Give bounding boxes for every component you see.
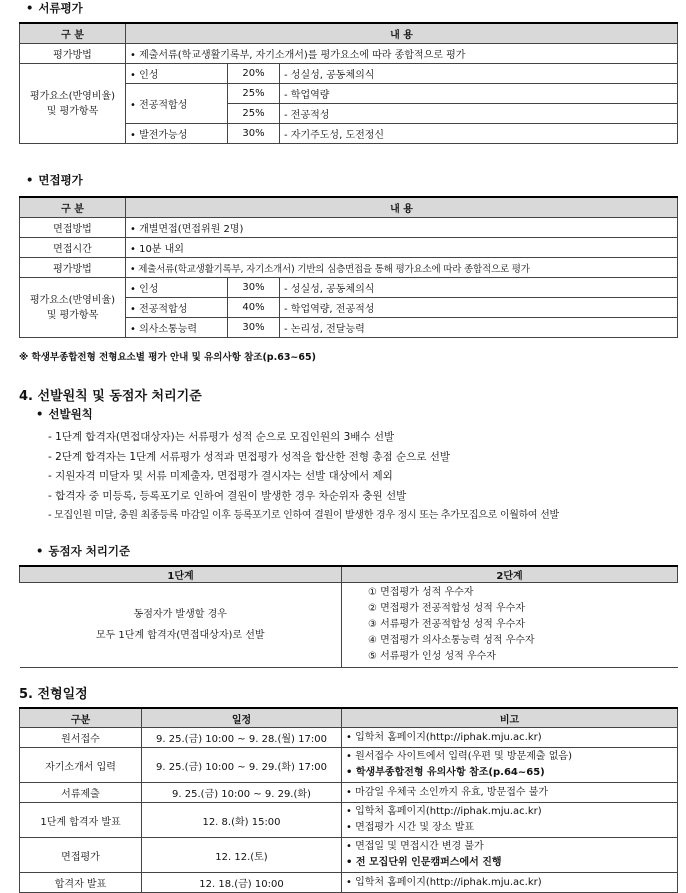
row-label: 평가방법 <box>20 258 126 278</box>
tie-criteria: ④ 면접평가 의사소통능력 성적 우수자 <box>368 635 535 646</box>
tie-criteria: ① 면접평가 성적 우수자 <box>368 587 474 598</box>
schedule-notes <box>342 783 678 803</box>
factor-items: - 학업역량 <box>280 84 678 104</box>
principle-item: - 1단계 합격자(면접대상자)는 서류평가 성적 순으로 모집인원의 3배수 선발 <box>48 431 395 443</box>
schedule-date: 12. 8.(화) 15:00 <box>142 803 342 838</box>
row-text: • 개별면접(면접위원 2명) <box>126 218 678 238</box>
factor-ratio: 30% <box>228 318 280 338</box>
schedule-header-notes: 비고 <box>342 708 678 728</box>
schedule-name: 합격자 발표 <box>20 873 142 893</box>
principle-heading: • 선발원칙 <box>36 407 93 421</box>
tie-criteria: ③ 서류평가 전공적합성 성적 우수자 <box>368 619 525 630</box>
schedule-header-date: 일정 <box>142 708 342 728</box>
factor-element: • 인성 <box>126 64 228 84</box>
factor-element: • 전공적합성 <box>126 84 228 124</box>
section4-title: 4. 선발원칙 및 동점자 처리기준 <box>19 389 202 404</box>
schedule-row <box>20 873 678 893</box>
schedule-date: 9. 25.(금) 10:00 ~ 9. 29.(화) <box>142 783 342 803</box>
schedule-name: 자기소개서 입력 <box>20 748 142 783</box>
schedule-notes <box>342 803 678 838</box>
schedule-date: 12. 12.(토) <box>142 838 342 873</box>
schedule-notes <box>342 728 678 748</box>
schedule-note: • 원서접수 사이트에서 입력(우편 및 방문제출 없음) <box>346 749 673 765</box>
factor-element: • 인성 <box>126 278 228 298</box>
schedule-header-category: 구분 <box>20 708 142 728</box>
schedule-date: 12. 18.(금) 10:00 <box>142 873 342 893</box>
principle-item: - 합격자 중 미등록, 등록포기로 인하여 결원이 발생한 경우 차순위자 충원 선발 <box>48 489 407 502</box>
schedule-date: 9. 25.(금) 10:00 ~ 9. 29.(화) 17:00 <box>142 748 342 783</box>
tie-header-stage2: 2단계 <box>342 566 678 583</box>
factor-ratio: 25% <box>228 84 280 104</box>
principle-item: - 모집인원 미달, 충원 최종등록 마감일 이후 등록포기로 인하여 결원이 발생한 경우 정시 또는 추가모집으로 이월하여 선발 <box>48 510 559 521</box>
principle-item: - 2단계 합격자는 1단계 서류평가 성적과 면접평가 성적을 합산한 전형 총점 순으로 선발 <box>48 450 451 463</box>
col-header-category: 구 분 <box>20 197 126 218</box>
row-text: • 제출서류(학교생활기록부, 자기소개서) 기반의 심층면접을 통해 평가요소에 따라 종합적으로 평가 <box>126 258 678 278</box>
factor-element: • 전공적합성 <box>126 298 228 318</box>
factor-ratio: 30% <box>228 278 280 298</box>
schedule-table <box>19 707 678 893</box>
schedule-note: • 마감일 우체국 소인까지 유효, 방문접수 불가 <box>346 785 673 801</box>
schedule-note: • 학생부종합전형 유의사항 참조(p.64~65) <box>346 765 673 781</box>
doc-eval-table <box>19 22 678 144</box>
schedule-name: 서류제출 <box>20 783 142 803</box>
factors-label: 평가요소(반영비율) 및 평가항목 <box>20 278 126 338</box>
schedule-row <box>20 803 678 838</box>
factor-ratio: 30% <box>228 124 280 144</box>
doc-eval-heading: • 서류평가 <box>26 1 83 15</box>
principle-item: - 지원자격 미달자 및 서류 미제출자, 면접평가 결시자는 선발 대상에서 제외 <box>48 470 393 482</box>
schedule-note: • 면접일 및 면접시간 변경 불가 <box>346 839 673 855</box>
method-text: • 제출서류(학교생활기록부, 자기소개서)를 평가요소에 따라 종합적으로 평가 <box>126 44 678 64</box>
schedule-note: • 전 모집단위 인문캠퍼스에서 진행 <box>346 855 673 871</box>
schedule-note: • 입학처 홈페이지(http://iphak.mju.ac.kr) <box>346 804 673 820</box>
factor-items: - 학업역량, 전공적성 <box>280 298 678 318</box>
factor-element: • 의사소통능력 <box>126 318 228 338</box>
interview-eval-heading: • 면접평가 <box>26 173 83 187</box>
row-text: • 10분 내외 <box>126 238 678 258</box>
schedule-row <box>20 728 678 748</box>
schedule-name: 1단계 합격자 발표 <box>20 803 142 838</box>
tie-stage1-text: 동점자가 발생할 경우 모두 1단계 합격자(면접대상자)로 선발 <box>20 583 342 668</box>
schedule-row <box>20 838 678 873</box>
schedule-name: 면접평가 <box>20 838 142 873</box>
schedule-date: 9. 25.(금) 10:00 ~ 9. 28.(월) 17:00 <box>142 728 342 748</box>
schedule-note: • 입학처 홈페이지(http://iphak.mju.ac.kr) <box>346 875 673 891</box>
factor-ratio: 25% <box>228 104 280 124</box>
row-label: 면접방법 <box>20 218 126 238</box>
col-header-content: 내 용 <box>126 197 678 218</box>
schedule-name: 원서접수 <box>20 728 142 748</box>
schedule-row <box>20 748 678 783</box>
schedule-note: • 면접평가 시간 및 장소 발표 <box>346 820 673 836</box>
schedule-note: • 입학처 홈페이지(http://iphak.mju.ac.kr) <box>346 730 673 746</box>
factor-items: - 전공적성 <box>280 104 678 124</box>
tie-header-stage1: 1단계 <box>20 566 342 583</box>
factor-ratio: 40% <box>228 298 280 318</box>
tie-heading: • 동점자 처리기준 <box>36 544 131 558</box>
tie-criteria: ⑤ 서류평가 인성 성적 우수자 <box>368 651 496 662</box>
tie-criteria: ② 면접평가 전공적합성 성적 우수자 <box>368 603 525 614</box>
col-header-category: 구 분 <box>20 23 126 44</box>
factor-items: - 논리성, 전달능력 <box>280 318 678 338</box>
schedule-row <box>20 783 678 803</box>
tie-stage2-list <box>342 583 678 668</box>
factor-items: - 자기주도성, 도전정신 <box>280 124 678 144</box>
factor-items: - 성실성, 공동체의식 <box>280 278 678 298</box>
factor-element: • 발전가능성 <box>126 124 228 144</box>
col-header-content: 내 용 <box>126 23 678 44</box>
row-label: 면접시간 <box>20 238 126 258</box>
tie-table <box>19 565 678 668</box>
schedule-notes <box>342 873 678 893</box>
factor-ratio: 20% <box>228 64 280 84</box>
section5-title: 5. 전형일정 <box>19 687 88 702</box>
factors-label: 평가요소(반영비율) 및 평가항목 <box>20 64 126 144</box>
factor-items: - 성실성, 공동체의식 <box>280 64 678 84</box>
reference-note: ※ 학생부종합전형 전형요소별 평가 안내 및 유의사항 참조(p.63~65) <box>19 352 316 363</box>
principles-list <box>48 428 559 526</box>
interview-eval-table <box>19 196 678 338</box>
schedule-notes <box>342 838 678 873</box>
schedule-notes <box>342 748 678 783</box>
method-label: 평가방법 <box>20 44 126 64</box>
